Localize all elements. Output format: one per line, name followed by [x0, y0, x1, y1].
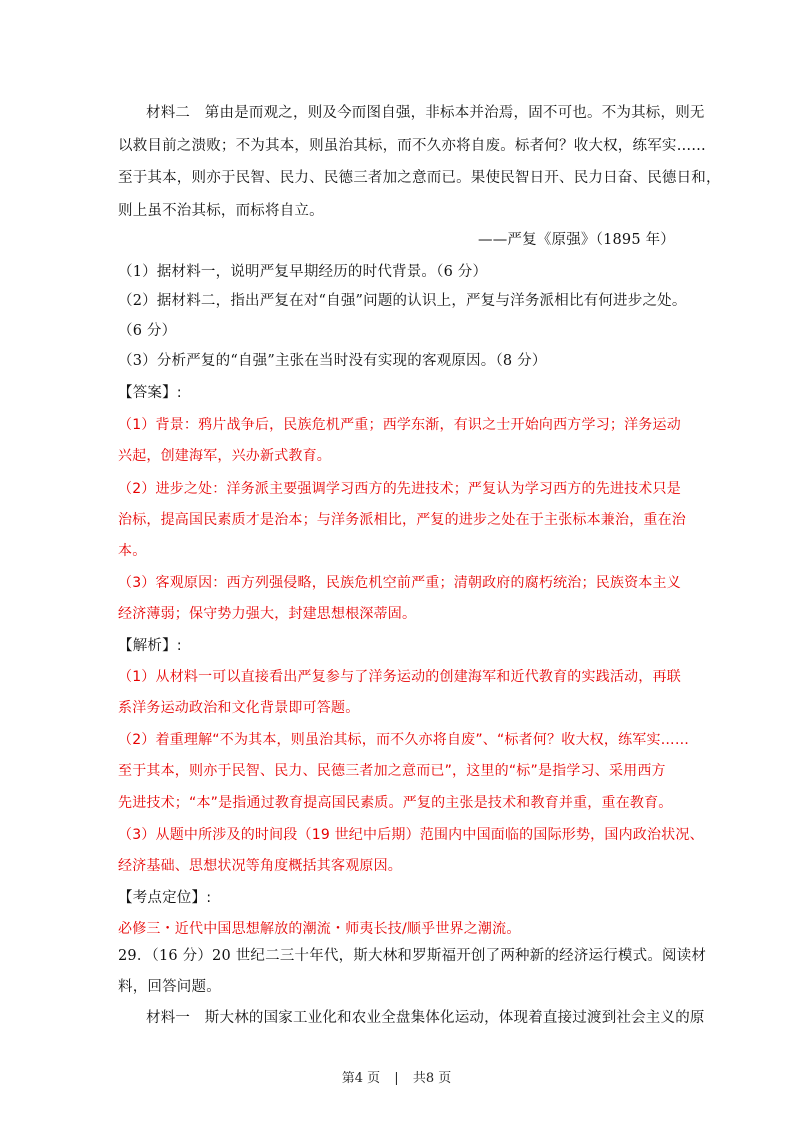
page-number: 第4 页: [341, 1071, 381, 1086]
footer-separator: |: [394, 1071, 399, 1086]
question-1: （1）据材料一，说明严复早期经历的时代背景。（6 分）: [118, 264, 488, 280]
answer-line-5: 本。: [118, 543, 147, 559]
answer-line-3: （2）进步之处：洋务派主要强调学习西方的先进技术；严复认为学习西方的先进技术只是: [118, 481, 681, 497]
answer-heading: 【答案】:: [118, 385, 182, 401]
kaodian-text: 必修三・近代中国思想解放的潮流・师夷长技/顺乎世界之潮流。: [118, 921, 521, 937]
answer-line-2: 兴起，创建海军，兴办新式教育。: [118, 448, 331, 464]
analysis-line-6: （3）从题中所涉及的时间段（19 世纪中后期）范围内中国面临的国际形势，国内政治状况、: [118, 827, 704, 843]
page-total: 共8 页: [412, 1071, 452, 1086]
question29-line-1: 29．（16 分）20 世纪二三十年代，斯大林和罗斯福开创了两种新的经济运行模式。阅读材: [118, 948, 707, 964]
analysis-line-5: 先进技术；“本”是指通过教育提高国民素质。严复的主张是技术和教育并重，重在教育。: [118, 795, 673, 811]
answer-line-6: （3）客观原因：西方列强侵略，民族危机空前严重；清朝政府的腐朽统治；民族资本主义: [118, 575, 681, 591]
analysis-line-3: （2）着重理解“不为其本，则虽治其标，而不久亦将自废”、“标者何？收大权，练军实……: [118, 732, 690, 748]
material2-source: ——严复《原强》（1895 年）: [478, 232, 675, 248]
answer-line-7: 经济薄弱；保守势力强大，封建思想根深蒂固。: [118, 606, 417, 622]
kaodian-heading: 【考点定位】:: [118, 890, 212, 906]
question29-line-2: 料，回答问题。: [118, 979, 221, 995]
question29-material1: 材料一 斯大林的国家工业化和农业全盘集体化运动，体现着直接过渡到社会主义的原: [146, 1010, 705, 1026]
analysis-line-7: 经济基础、思想状况等角度概括其客观原因。: [118, 858, 402, 874]
material2-line-2: 以救目前之溃败；不为其本，则虽治其标，而不久亦将自废。标者何？收大权，练军实……: [118, 138, 706, 154]
analysis-line-2: 系洋务运动政治和文化背景即可答题。: [118, 700, 360, 716]
analysis-heading: 【解析】:: [118, 638, 182, 654]
question-2: （2）据材料二，指出严复在对“自强”问题的认识上，严复与洋务派相比有何进步之处。: [118, 293, 687, 309]
material2-line-3: 至于其本，则亦于民智、民力、民德三者加之意而已。果使民智日开、民力日奋、民德日和，: [118, 170, 721, 186]
answer-line-4: 治标，提高国民素质才是治本；与洋务派相比，严复的进步之处在于主张标本兼治，重在治: [118, 512, 686, 528]
material2-line-1: 材料二 第由是而观之，则及今而图自强，非标本并治焉，固不可也。不为其标，则无: [146, 105, 705, 121]
answer-line-1: （1）背景：鸦片战争后，民族危机严重；西学东渐，有识之士开始向西方学习；洋务运动: [118, 417, 681, 433]
question-2-score: （6 分）: [118, 323, 177, 339]
page-footer: [0, 1067, 793, 1086]
analysis-line-4: 至于其本，则亦于民智、民力、民德三者加之意而已”，这里的“标”是指学习、采用西方: [118, 763, 666, 779]
material2-line-4: 则上虽不治其标，而标将自立。: [118, 203, 324, 219]
analysis-line-1: （1）从材料一可以直接看出严复参与了洋务运动的创建海军和近代教育的实践活动，再联: [118, 669, 681, 685]
question-3: （3）分析严复的“自强”主张在当时没有实现的客观原因。（8 分）: [118, 353, 547, 369]
